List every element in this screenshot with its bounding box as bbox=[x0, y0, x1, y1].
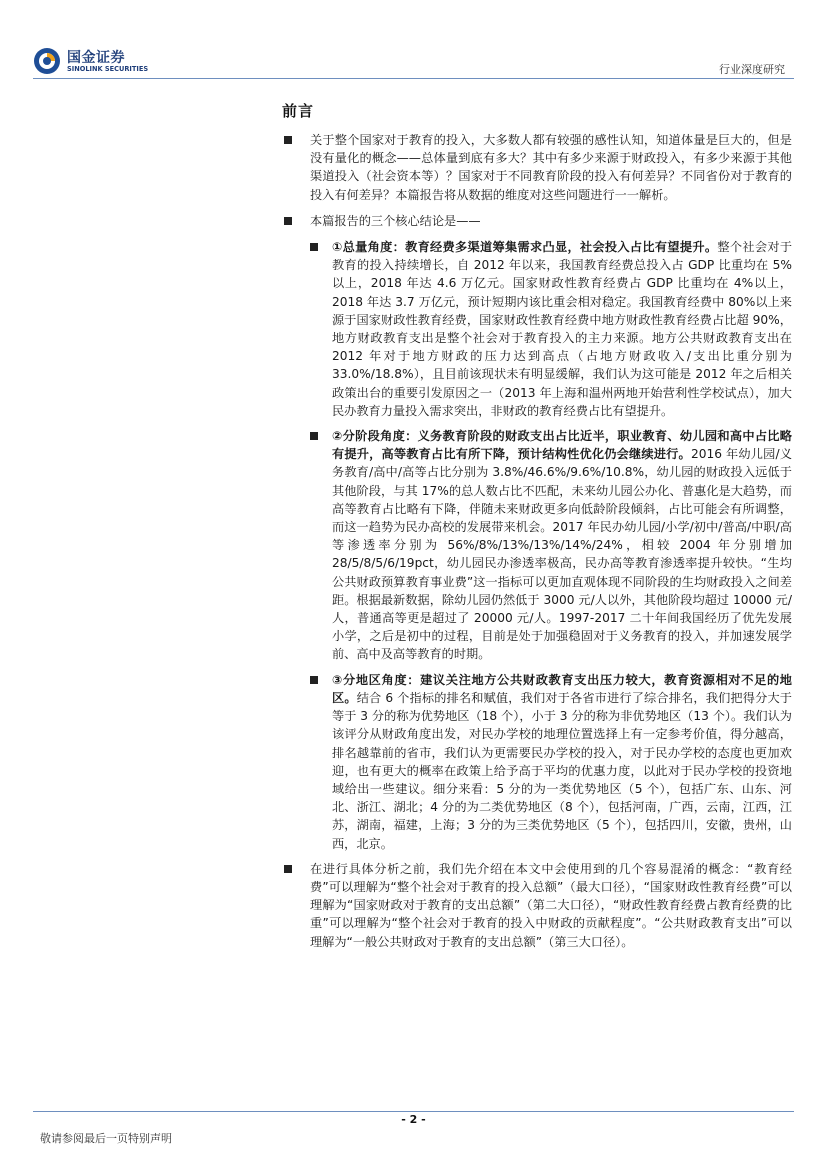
logo-text-en: SINOLINK SECURITIES bbox=[67, 65, 149, 73]
conclusion-item bbox=[282, 427, 792, 664]
report-type: 行业深度研究 bbox=[719, 63, 785, 76]
logo-text-cn: 国金证券 bbox=[67, 50, 125, 66]
square-bullet-icon bbox=[310, 432, 318, 440]
core-intro-text: 本篇报告的三个核心结论是—— bbox=[310, 213, 481, 228]
conclusion-body: 2016 年幼儿园/义务教育/高中/高等占比分别为 3.8%/46.6%/9.6%/10.8%，幼儿园的财政投入远低于其他阶段，与其 17%的总人数占比不匹配，未来幼儿园公办化、普惠化是大趋势，而高等教育占比略有下降，伴随未来财政更多向低龄阶段倾斜，占比可能会有所调整，而这一趋势为民办高校的发展带来机会。2017 年民办幼儿园/小学/初中/普高/中职/高等渗透率分别为 56%/8%/13%/13%/14%/24%，相较 2004 年分别增加 28/5/8/5/6/19pct，幼儿园民办渗透率极高，民办高等教育渗透率提升较快。“生均公共财政预算教育事业费”这一指标可以更加直观体现不同阶段的生均财政投入之间差距。根据最新数据，除幼儿园仍然低于 3000 元/人以外，其他阶段均超过 10000 元/人，普通高等更是超过了 20000 元/人。1997-2017 二十年间我国经历了优先发展小学，之后是初中的过程，目前是处于加强稳固对于义务教育的投入，并加速发展学前、高中及高等教育的时期。 bbox=[332, 447, 793, 662]
closing-text: 在进行具体分析之前，我们先介绍在本文中会使用到的几个容易混淆的概念：“教育经费”可以理解为“整个社会对于教育的投入总额”（最大口径），“国家财政性教育经费”可以理解为“国家财政对于教育的支出总额”（第二大口径），“财政性教育经费占教育经费的比重”可以理解为“整个社会对于教育的投入中财政的贡献程度”。“公共财政教育支出”可以理解为“一般公共财政对于教育的支出总额”（第三大口径）。 bbox=[310, 861, 792, 949]
intro-text: 关于整个国家对于教育的投入，大多数人都有较强的感性认知，知道体量是巨大的，但是没有量化的概念——总体量到底有多大？其中有多少来源于财政投入，有多少来源于其他渠道投入（社会资本等）？国家对于不同教育阶段的投入有何差异？不同省份对于教育的投入有何差异？本篇报告将从数据的维度对这些问题进行一一解析。 bbox=[310, 133, 792, 202]
page-header bbox=[0, 0, 827, 90]
square-bullet-icon bbox=[284, 217, 292, 225]
section-title: 前言 bbox=[282, 102, 315, 120]
conclusion-item bbox=[282, 671, 792, 853]
square-bullet-icon bbox=[310, 676, 318, 684]
conclusion-body: 整个社会对于教育的投入持续增长，自 2012 年以来，我国教育经费总投入占 GDP 比重均在 5%以上，2018 年达 4.6 万亿元。国家财政性教育经费占 GDP 比重均在 4%以上，2018 年达 3.7 万亿元，预计短期内该比重会相对稳定。我国教育经费中 80%以上来源于国家财政性教育经费，国家财政性教育经费中地方财政性教育经费占比超 90%，地方财政教育支出是整个社会对于教育投入的主力来源。地方公共财政教育支出在 2012 年对于地方财政的压力达到高点（占地方财政收入/支出比重分别为 33.0%/18.8%），且目前该现状未有明显缓解，我们认为这可能是 2012 年之后相关政策出台的重要引发原因之一（2013 年上海和温州两地开始营利性学校试点），加大民办教育力量投入需求突出，非财政的教育经费占比有望提升。 bbox=[332, 240, 793, 418]
intro-paragraph bbox=[282, 131, 792, 204]
conclusion-body: 结合 6 个指标的排名和赋值，我们对于各省市进行了综合排名，我们把得分大于等于 3 分的称为优势地区（18 个），小于 3 分的称为非优势地区（13 个）。我们认为该评分从财政角度出发，对民办学校的地理位置选择上有一定参考价值，得分越高，排名越靠前的省市，我们认为更需要民办学校的投入，对于民办学校的态度也更加欢迎，也有更大的概率在政策上给予高于平均的优惠力度，以此对于民办学校的投资地域给出一些建议。细分来看：5 分的为一类优势地区（5 个），包括广东、山东、河北、浙江、湖北；4 分的为二类优势地区（8 个），包括河南，广西，云南，江西，江苏，湖南，福建，上海；3 分的为三类优势地区（5 个），包括四川，安徽，贵州，山西，北京。 bbox=[332, 690, 792, 851]
square-bullet-icon bbox=[284, 865, 292, 873]
core-conclusions-intro bbox=[282, 212, 792, 230]
closing-paragraph bbox=[282, 860, 792, 951]
header-divider bbox=[33, 78, 794, 79]
conclusion-heading: ③分地区角度：建议关注地方公共财政教育支出压力较大，教育资源相对不足的地区。 bbox=[332, 672, 792, 705]
disclaimer-note: 敬请参阅最后一页特别声明 bbox=[40, 1132, 172, 1145]
logo-mark-icon bbox=[33, 47, 61, 75]
page-number: - 2 - bbox=[401, 1113, 426, 1126]
footer-divider bbox=[33, 1111, 794, 1112]
square-bullet-icon bbox=[310, 243, 318, 251]
conclusion-heading: ①总量角度：教育经费多渠道筹集需求凸显，社会投入占比有望提升。 bbox=[332, 240, 718, 255]
square-bullet-icon bbox=[284, 136, 292, 144]
conclusion-item bbox=[282, 238, 792, 420]
conclusion-heading: ②分阶段角度：义务教育阶段的财政支出占比近半，职业教育、幼儿园和高中占比略有提升，高等教育占比有所下降，预计结构性优化仍会继续进行。 bbox=[332, 429, 792, 462]
main-content bbox=[282, 98, 792, 959]
company-logo bbox=[33, 47, 153, 77]
